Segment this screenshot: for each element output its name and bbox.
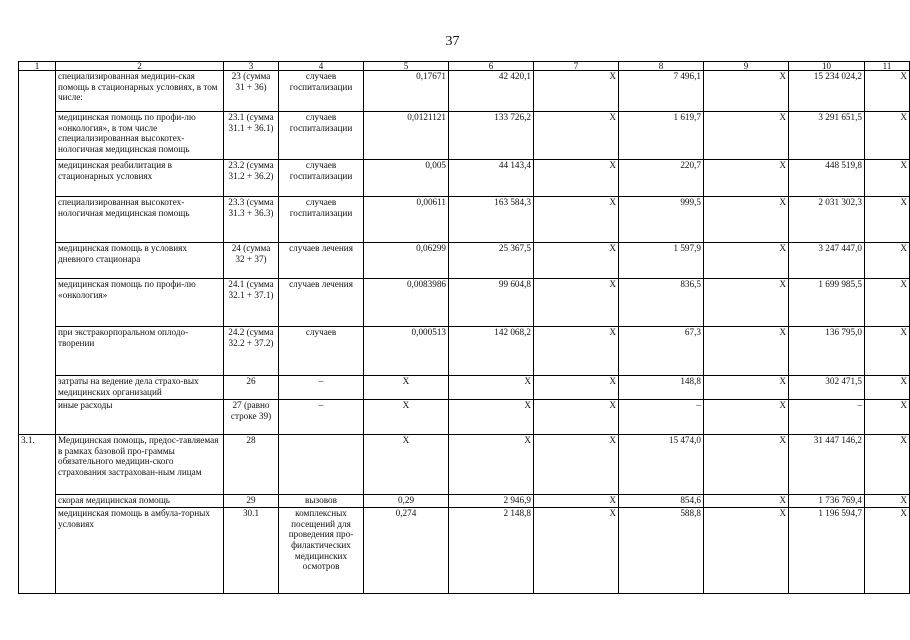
cell-col6: 2 148,8 xyxy=(449,508,534,594)
cell-col6: X xyxy=(449,376,534,400)
cell-col6: 142 068,2 xyxy=(449,327,534,376)
cell-col9: X xyxy=(704,400,789,435)
cell-col6: 25 367,5 xyxy=(449,243,534,279)
cell-col6: 133 726,2 xyxy=(449,112,534,160)
cell-col5: X xyxy=(364,376,449,400)
col-number: 1 xyxy=(19,62,56,71)
cell-col9: X xyxy=(704,243,789,279)
section-cell xyxy=(19,279,56,327)
cell-col11: X xyxy=(865,197,910,243)
cell-col11: X xyxy=(865,508,910,594)
section-cell xyxy=(19,243,56,279)
cell-col10: 1 196 594,7 xyxy=(789,508,865,594)
cell-col10: 136 795,0 xyxy=(789,327,865,376)
cell-col8: 999,5 xyxy=(619,197,704,243)
row-name: медицинская помощь в условиях дневного стационара xyxy=(56,243,224,279)
col-number: 11 xyxy=(865,62,910,71)
cell-col10: 31 447 146,2 xyxy=(789,435,865,495)
cell-col6: 163 584,3 xyxy=(449,197,534,243)
unit-cell: комплексных посещений для проведения про-филактических медицинских осмотров xyxy=(279,508,364,594)
cell-col10: 448 519,8 xyxy=(789,160,865,197)
cell-col11: X xyxy=(865,376,910,400)
unit-cell: случаев xyxy=(279,327,364,376)
line-code: 29 xyxy=(224,495,279,508)
cell-col10: 2 031 302,3 xyxy=(789,197,865,243)
table-row xyxy=(19,508,910,594)
table-row xyxy=(19,400,910,435)
unit-cell xyxy=(279,435,364,495)
section-cell xyxy=(19,160,56,197)
cell-col9: X xyxy=(704,112,789,160)
cell-col7: X xyxy=(534,435,619,495)
cell-col7: X xyxy=(534,279,619,327)
col-number: 2 xyxy=(56,62,224,71)
cell-col5: 0,00611 xyxy=(364,197,449,243)
col-number: 4 xyxy=(279,62,364,71)
cell-col5: 0,274 xyxy=(364,508,449,594)
unit-cell: случаев госпитализации xyxy=(279,160,364,197)
cell-col8: 1 597,9 xyxy=(619,243,704,279)
budget-table xyxy=(18,61,910,594)
col-number: 7 xyxy=(534,62,619,71)
line-code: 30.1 xyxy=(224,508,279,594)
table-row xyxy=(19,112,910,160)
unit-cell: случаев лечения xyxy=(279,279,364,327)
table-row xyxy=(19,160,910,197)
cell-col6: 2 946,9 xyxy=(449,495,534,508)
row-name: иные расходы xyxy=(56,400,224,435)
table-row xyxy=(19,435,910,495)
cell-col8: 148,8 xyxy=(619,376,704,400)
cell-col7: X xyxy=(534,495,619,508)
cell-col7: X xyxy=(534,160,619,197)
cell-col11: X xyxy=(865,327,910,376)
cell-col9: X xyxy=(704,71,789,112)
cell-col8: – xyxy=(619,400,704,435)
cell-col9: X xyxy=(704,197,789,243)
line-code: 23.3 (сумма 31.3 + 36.3) xyxy=(224,197,279,243)
col-number: 6 xyxy=(449,62,534,71)
cell-col5: 0,000513 xyxy=(364,327,449,376)
table-row xyxy=(19,327,910,376)
cell-col7: X xyxy=(534,112,619,160)
row-name: медицинская реабилитация в стационарных условиях xyxy=(56,160,224,197)
cell-col11: X xyxy=(865,400,910,435)
table-row xyxy=(19,279,910,327)
cell-col6: X xyxy=(449,400,534,435)
cell-col7: X xyxy=(534,243,619,279)
line-code: 23.1 (сумма 31.1 + 36.1) xyxy=(224,112,279,160)
row-name: медицинская помощь в амбула-торных условиях xyxy=(56,508,224,594)
cell-col7: X xyxy=(534,508,619,594)
row-name: специализированная высокотех-нологичная медицинская помощь xyxy=(56,197,224,243)
page-number: 37 xyxy=(445,34,460,49)
section-cell xyxy=(19,197,56,243)
line-code: 23 (сумма 31 + 36) xyxy=(224,71,279,112)
cell-col11: X xyxy=(865,495,910,508)
cell-col5: 0,0083986 xyxy=(364,279,449,327)
cell-col5: X xyxy=(364,400,449,435)
cell-col10: 1 699 985,5 xyxy=(789,279,865,327)
cell-col6: 99 604,8 xyxy=(449,279,534,327)
cell-col9: X xyxy=(704,508,789,594)
cell-col9: X xyxy=(704,279,789,327)
column-number-row xyxy=(19,62,910,71)
cell-col9: X xyxy=(704,160,789,197)
section-cell xyxy=(19,508,56,594)
table-row xyxy=(19,197,910,243)
cell-col10: 3 291 651,5 xyxy=(789,112,865,160)
cell-col10: 3 247 447,0 xyxy=(789,243,865,279)
table-row xyxy=(19,376,910,400)
line-code: 24.2 (сумма 32.2 + 37.2) xyxy=(224,327,279,376)
table-row xyxy=(19,495,910,508)
line-code: 28 xyxy=(224,435,279,495)
cell-col10: 15 234 024,2 xyxy=(789,71,865,112)
cell-col11: X xyxy=(865,279,910,327)
cell-col5: X xyxy=(364,435,449,495)
cell-col7: X xyxy=(534,400,619,435)
unit-cell: случаев госпитализации xyxy=(279,112,364,160)
line-code: 24 (сумма 32 + 37) xyxy=(224,243,279,279)
table-row xyxy=(19,71,910,112)
line-code: 23.2 (сумма 31.2 + 36.2) xyxy=(224,160,279,197)
cell-col9: X xyxy=(704,495,789,508)
section-number: 3.1. xyxy=(19,435,56,495)
cell-col8: 15 474,0 xyxy=(619,435,704,495)
section-cell xyxy=(19,376,56,400)
line-code: 26 xyxy=(224,376,279,400)
cell-col10: – xyxy=(789,400,865,435)
cell-col6: 44 143,4 xyxy=(449,160,534,197)
unit-cell: случаев лечения xyxy=(279,243,364,279)
col-number: 3 xyxy=(224,62,279,71)
unit-cell: случаев госпитализации xyxy=(279,71,364,112)
cell-col11: X xyxy=(865,160,910,197)
cell-col8: 7 496,1 xyxy=(619,71,704,112)
cell-col9: X xyxy=(704,435,789,495)
cell-col5: 0,06299 xyxy=(364,243,449,279)
cell-col8: 588,8 xyxy=(619,508,704,594)
section-cell xyxy=(19,327,56,376)
cell-col11: X xyxy=(865,243,910,279)
cell-col6: 42 420,1 xyxy=(449,71,534,112)
cell-col10: 302 471,5 xyxy=(789,376,865,400)
cell-col8: 67,3 xyxy=(619,327,704,376)
section-cell xyxy=(19,71,56,112)
cell-col7: X xyxy=(534,71,619,112)
row-name: Медицинская помощь, предос-тавляемая в рамках базовой про-граммы обязательного медицин-ского страхования застрахован-ным лицам xyxy=(56,435,224,495)
row-name: специализированная медицин-ская помощь в стационарных условиях, в том числе: xyxy=(56,71,224,112)
cell-col7: X xyxy=(534,327,619,376)
col-number: 10 xyxy=(789,62,865,71)
row-name: при экстракорпоральном оплодо-творении xyxy=(56,327,224,376)
unit-cell: – xyxy=(279,376,364,400)
cell-col5: 0,0121121 xyxy=(364,112,449,160)
cell-col5: 0,29 xyxy=(364,495,449,508)
cell-col8: 836,5 xyxy=(619,279,704,327)
col-number: 9 xyxy=(704,62,789,71)
row-name: затраты на ведение дела страхо-вых медицинских организаций xyxy=(56,376,224,400)
cell-col10: 1 736 769,4 xyxy=(789,495,865,508)
cell-col7: X xyxy=(534,376,619,400)
unit-cell: вызовов xyxy=(279,495,364,508)
cell-col8: 220,7 xyxy=(619,160,704,197)
cell-col9: X xyxy=(704,327,789,376)
section-cell xyxy=(19,112,56,160)
unit-cell: случаев госпитализации xyxy=(279,197,364,243)
line-code: 24.1 (сумма 32.1 + 37.1) xyxy=(224,279,279,327)
row-name: скорая медицинская помощь xyxy=(56,495,224,508)
cell-col11: X xyxy=(865,435,910,495)
section-cell xyxy=(19,495,56,508)
col-number: 8 xyxy=(619,62,704,71)
row-name: медицинская помощь по профи-лю «онкология» xyxy=(56,279,224,327)
cell-col6: X xyxy=(449,435,534,495)
cell-col7: X xyxy=(534,197,619,243)
cell-col8: 1 619,7 xyxy=(619,112,704,160)
cell-col11: X xyxy=(865,71,910,112)
row-name: медицинская помощь по профи-лю «онкология», в том числе специализированная высокотех-нологичная медицинская помощь xyxy=(56,112,224,160)
cell-col8: 854,6 xyxy=(619,495,704,508)
cell-col11: X xyxy=(865,112,910,160)
line-code: 27 (равно строке 39) xyxy=(224,400,279,435)
cell-col5: 0,17671 xyxy=(364,71,449,112)
section-cell xyxy=(19,400,56,435)
col-number: 5 xyxy=(364,62,449,71)
unit-cell: – xyxy=(279,400,364,435)
cell-col9: X xyxy=(704,376,789,400)
cell-col5: 0,005 xyxy=(364,160,449,197)
table-row xyxy=(19,243,910,279)
